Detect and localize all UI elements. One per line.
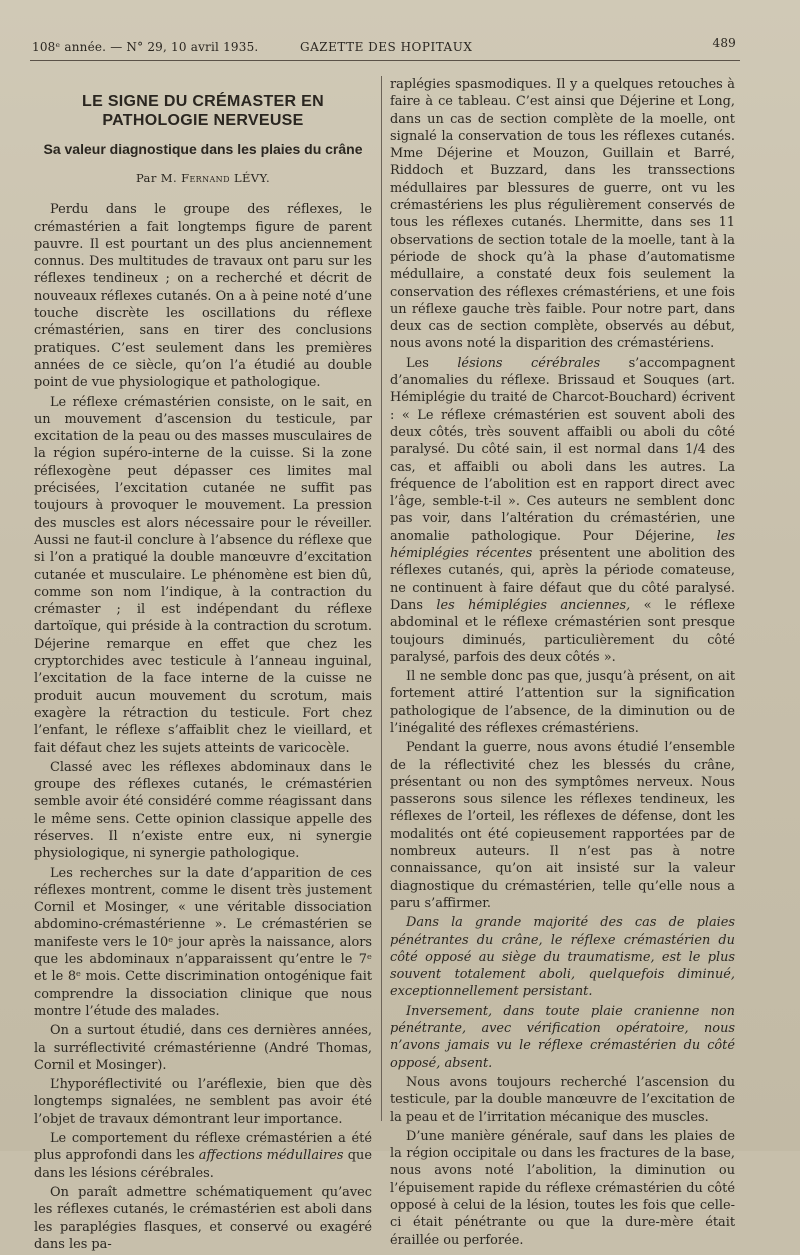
paragraph	[390, 1003, 735, 1072]
paragraph: raplégies spasmodiques. Il y a quelques retouches à faire à ce tableau. C’est ainsi que Déjerine et Long, dans un cas de section complète de la moelle, ont signalé la conservation de tous les réflexes cutanés. Mme Déjerine et Mouzon, Guillain et Barré, Riddoch et Buzzard, dans les transsections médullaires par blessures de guerre, ont vu les crémastériens les plus régulièrement conservés de tous les réflexes cutanés. Lhermitte, dans ses 11 observations de section totale de la moelle, tant à la période de shock qu’à la phase d’automatisme médullaire, a constaté deux fois seulement la conservation des réflexes crémastériens, et une fois un réflexe gauche très faible. Pour notre part, dans deux cas de section complète, observés au début, nous avons noté la disparition des crémastériens.	[390, 77, 735, 352]
paragraph: Classé avec les réflexes abdominaux dans le groupe des réflexes cutanés, le crémastérien semble avoir été considéré comme réagissant dans le même sens. Cette opinion classique appelle des réserves. Il n’existe entre eux, ni synergie physiologique, ni synergie pathologique.	[34, 759, 372, 862]
running-header	[32, 36, 736, 58]
emphasis: Inversement, dans toute plaie cranienne non pénétrante, avec vérification opératoire, nous n’avons jamais vu le réflexe crémastérien du côté opposé, absent.	[390, 1003, 735, 1071]
text-run: s’accompagnent d’anomalies du réflexe. Brissaud et Souques (art. Hémiplégie du traité de Charcot-Bouchard) écrivent : « Le réflexe crémastérien est souvent aboli des deux côtés, très souvent affaibli ou aboli du côté paralysé. Du côté sain, il est normal dans 1/4 des cas, et affaibli ou aboli dans les autres. La fréquence de l’abolition est en rapport direct avec l’âge, semble-t-il ». Ces auteurs ne semblent donc pas voir, dans l’altération du crémastérien, une anomalie pathologique. Pour Déjerine,	[390, 355, 735, 544]
text-run: « le réflexe abdominal et le réflexe crémastérien sont presque toujours diminués, particulièrement du côté paralysé, parfois des deux côtés ».	[390, 597, 735, 665]
journal-name: GAZETTE DES HOPITAUX	[300, 40, 473, 54]
right-column	[390, 76, 735, 1251]
paragraph: Les recherches sur la date d’apparition de ces réflexes montrent, comme le disent très justement Cornil et Mosinger, « une véritable dissociation abdomino-crémastérienne ». Le crémastérien se manifeste vers le 10ᵉ jour après la naissance, alors que les abdominaux n’apparaissent qu’entre le 7ᵉ et le 8ᵉ mois. Cette discrimination ontogénique fait comprendre la dissociation clinique que nous montre l’étude des malades.	[34, 865, 372, 1019]
paragraph: On a surtout étudié, dans ces dernières années, la surréflectivité crémastérienne (André Thomas, Cornil et Mosinger).	[34, 1023, 372, 1073]
paragraph	[390, 355, 735, 666]
column-divider	[381, 76, 382, 1121]
paragraph: Nous avons toujours recherché l’ascension du testicule, par la double manœuvre de l’excitation de la peau et de l’irritation mécanique des muscles.	[390, 1074, 735, 1125]
article-subtitle: Sa valeur diagnostique dans les plaies du crâne	[43, 141, 363, 157]
text-run: Les	[406, 355, 458, 371]
issue-info: 108ᵉ année. — N° 29, 10 avril 1935.	[32, 40, 259, 54]
left-column	[34, 92, 372, 1255]
paragraph	[390, 914, 735, 1000]
header-rule	[30, 60, 740, 61]
article-heading	[34, 92, 372, 187]
paragraph: L’hyporéflectivité ou l’aréflexie, bien que dès longtemps signalées, ne semblent pas avoir été l’objet de travaux démontrant leur importance.	[34, 1077, 372, 1127]
emphasis: les hémiplégies récentes	[390, 528, 735, 562]
author-prefix: Par M.	[135, 171, 177, 185]
paragraph: On paraît admettre schématiquement qu’avec les réflexes cutanés, le crémastérien est aboli dans les paraplégies flasques, et conservé ou exagéré dans les pa-	[34, 1184, 372, 1252]
author-line	[34, 170, 372, 187]
emphasis: affections médullaires	[198, 1148, 344, 1164]
author-name: Fernand LÉVY.	[181, 171, 271, 185]
emphasis: Dans la grande majorité des cas de plaies pénétrantes du crâne, le réflexe crémastérien du côté opposé au siège du traumatisme, est le plus souvent totalement aboli, quelquefois diminué, exceptionnellement persistant.	[390, 915, 735, 1000]
paragraph: Perdu dans le groupe des réflexes, le crémastérien a fait longtemps figure de parent pauvre. Il est pourtant un des plus anciennement connus. Des multitudes de travaux ont paru sur les réflexes tendineux ; on a recherché et décrit de nouveaux réflexes cutanés. On a à peine noté d’une touche discrète les oscillations du réflexe crémastérien, sans en tirer des conclusions pratiques. C’est seulement dans les premières années de ce siècle, qu’on l’a étudié au double point de vue physiologique et pathologique.	[34, 202, 372, 391]
text-run: Le comportement du réflexe crémastérien a été plus approfondi dans les	[34, 1131, 372, 1164]
paragraph	[34, 1130, 372, 1182]
page-number: 489	[712, 36, 736, 50]
emphasis: les hémiplégies anciennes,	[436, 597, 631, 613]
emphasis: lésions cérébrales	[457, 355, 601, 371]
paragraph: Le réflexe crémastérien consiste, on le sait, en un mouvement d’ascension du testicule, par excitation de la peau ou des masses musculaires de la région supéro-interne de la cuisse. Si la zone réflexogène peut dépasser ces limites mal précisées, l’excitation cutanée ne suffit pas toujours à provoquer le mouvement. La pression des muscles est alors nécessaire pour le réveiller. Aussi ne faut-il conclure à l’absence du réflexe que si l’on a pratiqué la double manœuvre d’excitation cutanée et musculaire. Le phénomène est bien dû, comme son nom l’indique, à la contraction du crémaster ; il est indépendant du réflexe dartoïque, qui préside à la contraction du scrotum. Déjerine remarque en effet que chez les cryptorchides avec testicule à l’anneau inguinal, l’excitation de la face interne de la cuisse ne produit aucun mouvement du scrotum, mais exagère la rétraction du testicule. Fort chez l’enfant, le réflexe s’affaiblit chez le vieillard, et fait défaut chez les sujets atteints de varicocèle.	[34, 394, 372, 756]
paragraph: Pendant la guerre, nous avons étudié l’ensemble de la réflectivité chez les blessés du crâne, présentant ou non des symptômes nerveux. Nous passerons sous silence les réflexes tendineux, les réflexes de l’orteil, les réflexes de défense, dont les modalités ont été copieusement rapportées par de nombreux auteurs. Il n’est pas à notre connaissance, qu’on ait insisté sur la valeur diagnostique du crémastérien, telle qu’elle nous a paru s’affirmer.	[390, 740, 735, 911]
article-title: LE SIGNE DU CRÉMASTER EN PATHOLOGIE NERVEUSE	[82, 93, 324, 129]
text-run: présentent une abolition des réflexes cutanés, qui, après la période comateuse, ne continuent à faire défaut que du côté paralysé. Dans	[390, 546, 735, 613]
text-run: que dans les lésions cérébrales.	[34, 1148, 372, 1181]
paragraph: Il ne semble donc pas que, jusqu’à présent, on ait fortement attiré l’attention sur la signification pathologique de l’absence, de la diminution ou de l’inégalité des réflexes crémastériens.	[390, 669, 735, 736]
paragraph: D’une manière générale, sauf dans les plaies de la région occipitale ou dans les fractures de la base, nous avons noté l’abolition, la diminution ou l’épuisement rapide du réflexe crémastérien du côté opposé à celui de la lésion, toutes les fois que celle-ci était pénétrante ou que la dure-mère était éraillée ou perforée.	[390, 1128, 735, 1248]
